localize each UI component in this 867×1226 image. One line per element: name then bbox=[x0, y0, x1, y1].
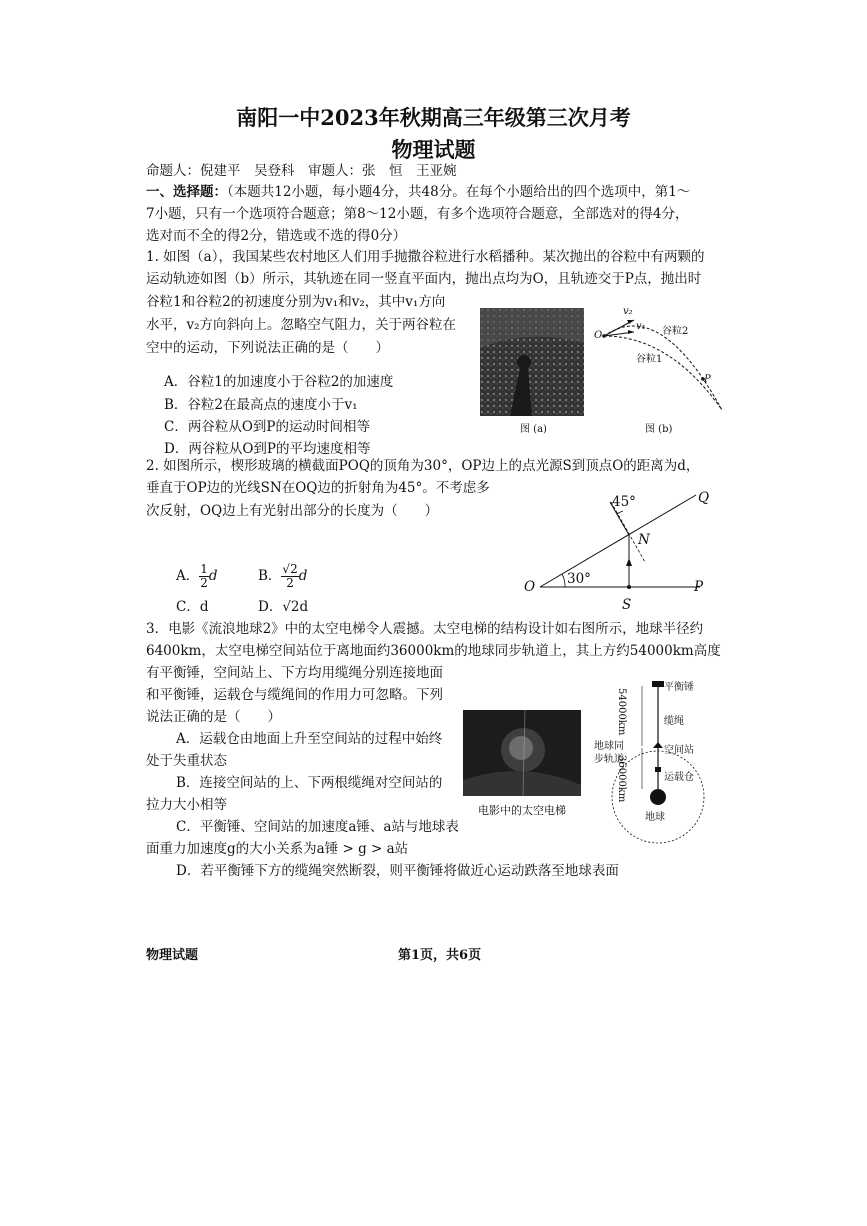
q2-label-angle30: 30° bbox=[567, 571, 591, 587]
q2-label-p: P bbox=[694, 579, 704, 595]
q2-label-n: N bbox=[638, 532, 650, 548]
q3-label-earth: 地球 bbox=[645, 812, 665, 823]
q1-option-a: A．谷粒1的加速度小于谷粒2的加速度 bbox=[164, 374, 394, 390]
q2-option-a-var: d bbox=[208, 568, 218, 584]
q1-label-grain1: 谷粒1 bbox=[636, 354, 663, 365]
q3-label-counterweight: 平衡锤 bbox=[664, 682, 694, 693]
q3-option-d: D．若平衡锤下方的缆绳突然断裂，则平衡锤将做近心运动跌落至地球表面 bbox=[176, 863, 619, 879]
earth-circle bbox=[650, 789, 666, 805]
q1-option-c: C．两谷粒从O到P的运动时间相等 bbox=[164, 419, 370, 435]
q3-option-c-line2: 面重力加速度g的大小关系为a锤 > g > a站 bbox=[146, 841, 409, 857]
authors-line: 命题人：倪建平 吴登科 审题人：张 恒 王亚婉 bbox=[146, 163, 457, 179]
q1-line5: 空中的运动，下列说法正确的是（ ） bbox=[146, 340, 389, 356]
q3-option-b-line2: 拉力大小相等 bbox=[146, 797, 227, 813]
q2-label-s: S bbox=[622, 597, 632, 613]
q2-line3: 次反射，OQ边上有光射出部分的长度为（ ） bbox=[146, 503, 439, 519]
trajectory-grain2 bbox=[604, 326, 722, 410]
q2-option-b-fraction bbox=[281, 563, 298, 590]
section-intro-line2: 7小题，只有一个选项符合题意；第8～12小题，有多个选项符合题意，全部选对的得4分， bbox=[146, 206, 689, 222]
q1-label-grain2: 谷粒2 bbox=[662, 326, 689, 337]
q2-option-d: D．√2d bbox=[258, 599, 309, 615]
point-s-marker bbox=[627, 585, 631, 589]
q3-line3: 有平衡锤，空间站上、下方均用缆绳分别连接地面 bbox=[146, 665, 443, 681]
section-intro-line1 bbox=[146, 181, 690, 203]
q1-figure-a-caption: 图 (a) bbox=[520, 424, 547, 435]
q1-line1: 1. 如图（a），我国某些农村地区人们用手抛撒谷粒进行水稻播种。某次抛出的谷粒中有两颗的 bbox=[146, 249, 705, 265]
exam-subtitle: 物理试题 bbox=[391, 137, 476, 162]
q1-label-v1: v₁ bbox=[636, 321, 646, 332]
q3-option-c-line1: C．平衡锤、空间站的加速度a锤、a站与地球表 bbox=[176, 819, 459, 835]
q2-label-angle45: 45° bbox=[612, 494, 636, 510]
q2-option-a-label: A． bbox=[176, 568, 200, 584]
counterweight-block bbox=[652, 681, 664, 687]
footer-subject: 物理试题 bbox=[146, 948, 199, 963]
q1-line4: 水平，v₂方向斜向上。忽略空气阻力，关于两谷粒在 bbox=[146, 317, 457, 333]
q3-option-a-line1: A．运载仓由地面上升至空间站的过程中始终 bbox=[176, 731, 443, 747]
q3-photo-caption: 电影中的太空电梯 bbox=[478, 804, 566, 817]
q2-option-b-label: B． bbox=[258, 568, 282, 584]
q1-line2: 运动轨迹如图（b）所示，其轨迹在同一竖直平面内，抛出点均为O，且轨迹交于P点，抛出时 bbox=[146, 271, 702, 287]
trajectory-grain1 bbox=[604, 336, 722, 410]
q3-label-station: 空间站 bbox=[664, 745, 694, 756]
q2-label-o: O bbox=[524, 579, 536, 595]
q2-option-a-denominator: 2 bbox=[200, 576, 208, 590]
q3-option-a-line2: 处于失重状态 bbox=[146, 753, 227, 769]
q3-label-h1: 54000km bbox=[616, 688, 627, 736]
q3-label-capsule: 运载仓 bbox=[664, 772, 694, 783]
q3-movie-photo bbox=[463, 710, 581, 796]
q2-option-a-fraction bbox=[199, 563, 209, 590]
q3-label-cable: 缆绳 bbox=[664, 716, 684, 727]
q2-option-a bbox=[176, 560, 218, 592]
footer-page-number: 第1页，共6页 bbox=[398, 948, 482, 963]
q3-elevator-diagram bbox=[610, 672, 750, 852]
q2-line2: 垂直于OP边的光线SN在OQ边的折射角为45°。不考虑多 bbox=[146, 480, 490, 496]
q3-line5: 说法正确的是（ ） bbox=[146, 709, 281, 725]
capsule-marker bbox=[655, 767, 661, 772]
q1-figure-a-photo bbox=[480, 308, 584, 416]
q2-option-b-numerator: √2 bbox=[282, 562, 298, 576]
section-heading: 一、选择题： bbox=[146, 184, 227, 200]
q1-label-v2: v₂ bbox=[623, 306, 633, 317]
q2-line1: 2. 如图所示，楔形玻璃的横截面POQ的顶角为30°，OP边上的点光源S到顶点O的距离为d， bbox=[146, 458, 700, 474]
q1-label-p: P bbox=[704, 374, 711, 385]
q3-label-h2: 36000km bbox=[616, 755, 627, 803]
q3-line1: 3．电影《流浪地球2》中的太空电梯令人震撼。太空电梯的结构设计如右图所示，地球半径约 bbox=[146, 621, 704, 637]
q3-line2: 6400km，太空电梯空间站位于离地面约36000km的地球同步轨道上，其上方约54000km高度 bbox=[146, 643, 721, 659]
q3-option-b-line1: B．连接空间站的上、下两根缆绳对空间站的 bbox=[176, 775, 443, 791]
q2-label-q: Q bbox=[698, 490, 710, 506]
section-intro-line3: 选对而不全的得2分，错选或不选的得0分） bbox=[146, 228, 407, 244]
q1-option-d: D．两谷粒从O到P的平均速度相等 bbox=[164, 441, 371, 457]
q2-option-b-var: d bbox=[298, 568, 308, 584]
q1-line3: 谷粒1和谷粒2的初速度分别为v₁和v₂，其中v₁方向 bbox=[146, 294, 446, 310]
q2-option-b bbox=[258, 560, 307, 592]
q1-option-b: B．谷粒2在最高点的速度小于v₁ bbox=[164, 397, 358, 413]
q2-option-b-denominator: 2 bbox=[286, 576, 294, 590]
q3-label-orbit: 地球同步轨道 bbox=[594, 741, 624, 765]
station-marker bbox=[653, 742, 663, 748]
angle30-arc bbox=[562, 574, 565, 587]
q2-option-a-numerator: 1 bbox=[200, 562, 208, 576]
q2-option-c: C．d bbox=[176, 599, 209, 615]
q1-label-o: O bbox=[594, 330, 603, 341]
q1-figure-b-caption: 图 (b) bbox=[645, 424, 673, 435]
section-intro-text: （本题共12小题，每小题4分，共48分。在每个小题给出的四个选项中，第1～ bbox=[227, 184, 691, 200]
exam-title: 南阳一中2023年秋期高三年级第三次月考 bbox=[236, 105, 631, 130]
q3-line4: 和平衡锤，运载仓与缆绳间的作用力可忽略。下列 bbox=[146, 687, 443, 703]
